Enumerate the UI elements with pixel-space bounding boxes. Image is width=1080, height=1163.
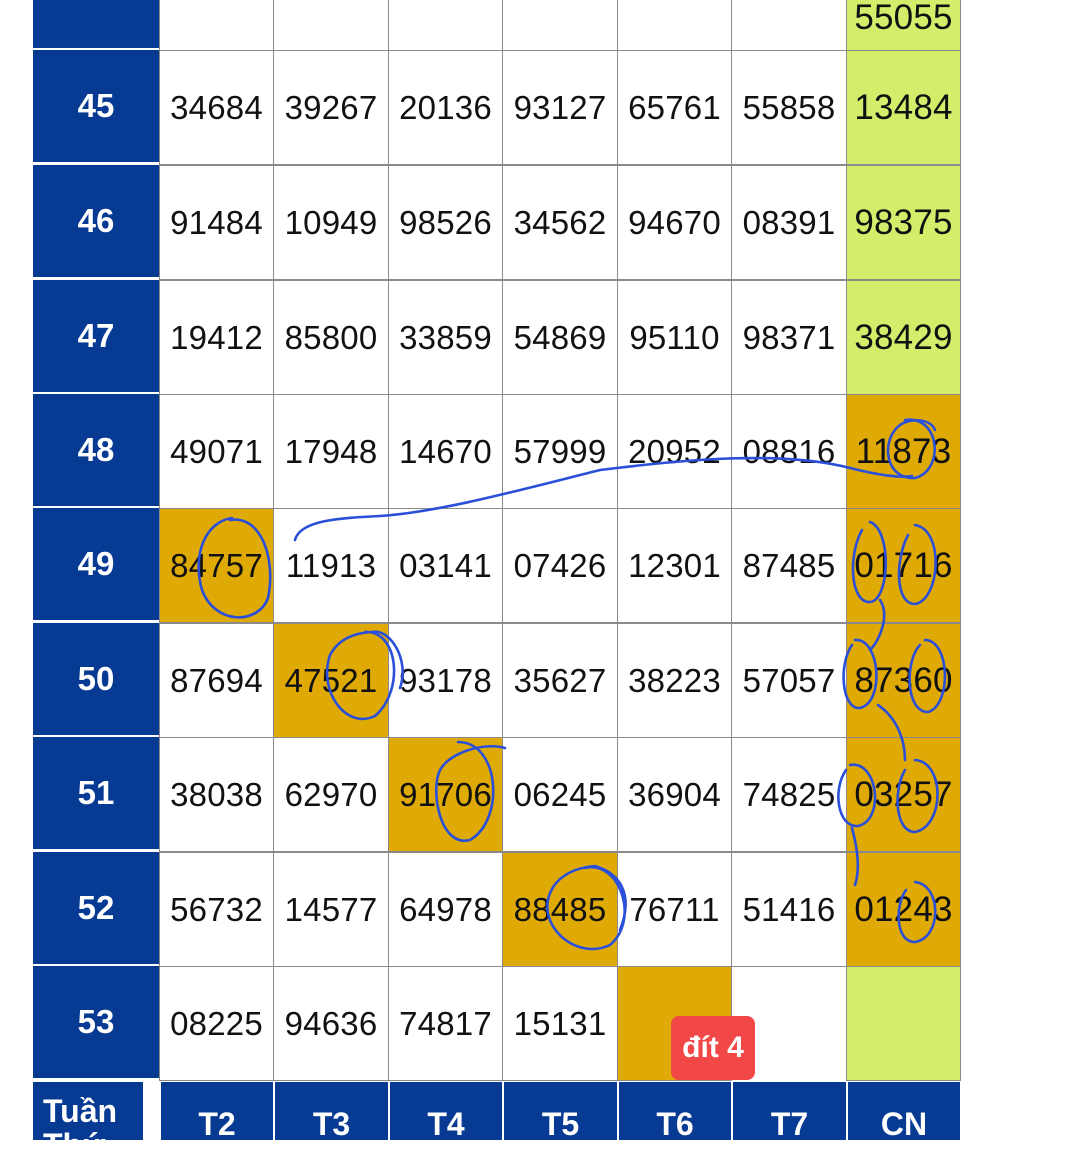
result-cell: 76711	[617, 852, 732, 967]
result-cell: 57057	[731, 623, 847, 738]
week-number-cell: 50	[33, 623, 159, 737]
result-cell: 08225	[159, 966, 274, 1081]
result-cell	[273, 0, 389, 51]
result-cell: 34562	[502, 165, 618, 280]
result-cell	[617, 0, 732, 51]
week-number-cell: 49	[33, 508, 159, 622]
result-cell	[159, 0, 274, 51]
result-cell: 94670	[617, 165, 732, 280]
result-cell: 10949	[273, 165, 389, 280]
result-cell: 13484	[846, 50, 961, 165]
result-cell: 11913	[273, 508, 389, 623]
result-cell: 34684	[159, 50, 274, 165]
result-cell: 74825	[731, 737, 847, 852]
result-cell	[502, 0, 618, 51]
day-header-cn: CN	[846, 1082, 960, 1140]
result-cell: 55055	[846, 0, 961, 51]
result-cell: 19412	[159, 280, 274, 395]
result-cell: 14577	[273, 852, 389, 967]
week-number-cell: 48	[33, 394, 159, 508]
result-cell: 95110	[617, 280, 732, 395]
result-cell: 35627	[502, 623, 618, 738]
result-cell: 01243	[846, 852, 961, 967]
result-cell: 93178	[388, 623, 503, 738]
week-number-cell: 45	[33, 50, 159, 164]
week-number-cell: 51	[33, 737, 159, 851]
result-cell: 38223	[617, 623, 732, 738]
week-number-cell: 47	[33, 280, 159, 394]
result-cell: 74817	[388, 966, 503, 1081]
result-cell: 15131	[502, 966, 618, 1081]
result-cell: 54869	[502, 280, 618, 395]
result-cell: 94636	[273, 966, 389, 1081]
result-cell: 87360	[846, 623, 961, 738]
result-cell: 11873	[846, 394, 961, 509]
result-cell: 85800	[273, 280, 389, 395]
result-cell: 55858	[731, 50, 847, 165]
result-cell: 91484	[159, 165, 274, 280]
result-cell: 39267	[273, 50, 389, 165]
result-cell: 03141	[388, 508, 503, 623]
day-header-t7: T7	[731, 1082, 846, 1140]
result-cell: 51416	[731, 852, 847, 967]
day-header-t6: T6	[617, 1082, 731, 1140]
result-cell: 14670	[388, 394, 503, 509]
result-cell: 62970	[273, 737, 389, 852]
result-cell: 87485	[731, 508, 847, 623]
result-cell: 17948	[273, 394, 389, 509]
result-cell: 84757	[159, 508, 274, 623]
result-cell: 33859	[388, 280, 503, 395]
result-cell	[731, 0, 847, 51]
day-header-t4: T4	[388, 1082, 502, 1140]
result-cell: 03257	[846, 737, 961, 852]
result-cell: 98371	[731, 280, 847, 395]
result-cell: 56732	[159, 852, 274, 967]
result-cell: 49071	[159, 394, 274, 509]
result-cell: 91706	[388, 737, 503, 852]
result-cell: 38038	[159, 737, 274, 852]
result-cell: 98526	[388, 165, 503, 280]
result-cell: 36904	[617, 737, 732, 852]
result-cell: 88485	[502, 852, 618, 967]
week-number-cell: 46	[33, 165, 159, 279]
result-cell: 38429	[846, 280, 961, 395]
result-cell: 08816	[731, 394, 847, 509]
result-cell: 87694	[159, 623, 274, 738]
result-cell: 07426	[502, 508, 618, 623]
week-number-cell: 53	[33, 966, 159, 1080]
result-cell: 12301	[617, 508, 732, 623]
result-cell: 20952	[617, 394, 732, 509]
dit-4-badge: đít 4	[671, 1016, 755, 1080]
result-cell	[388, 0, 503, 51]
result-cell: 64978	[388, 852, 503, 967]
day-header-t3: T3	[273, 1082, 388, 1140]
result-cell: 57999	[502, 394, 618, 509]
day-header-t2: T2	[159, 1082, 273, 1140]
result-cell	[846, 966, 961, 1081]
day-header-t5: T5	[502, 1082, 617, 1140]
result-cell: 47521	[273, 623, 389, 738]
result-cell: 08391	[731, 165, 847, 280]
result-cell: 98375	[846, 165, 961, 280]
result-cell: 65761	[617, 50, 732, 165]
result-cell: 93127	[502, 50, 618, 165]
week-number-cell: 52	[33, 852, 159, 966]
result-cell: 01716	[846, 508, 961, 623]
result-cell: 20136	[388, 50, 503, 165]
result-cell: 06245	[502, 737, 618, 852]
week-column-header: Tuần Thứ	[33, 1082, 143, 1140]
week-number-cell	[33, 0, 159, 50]
